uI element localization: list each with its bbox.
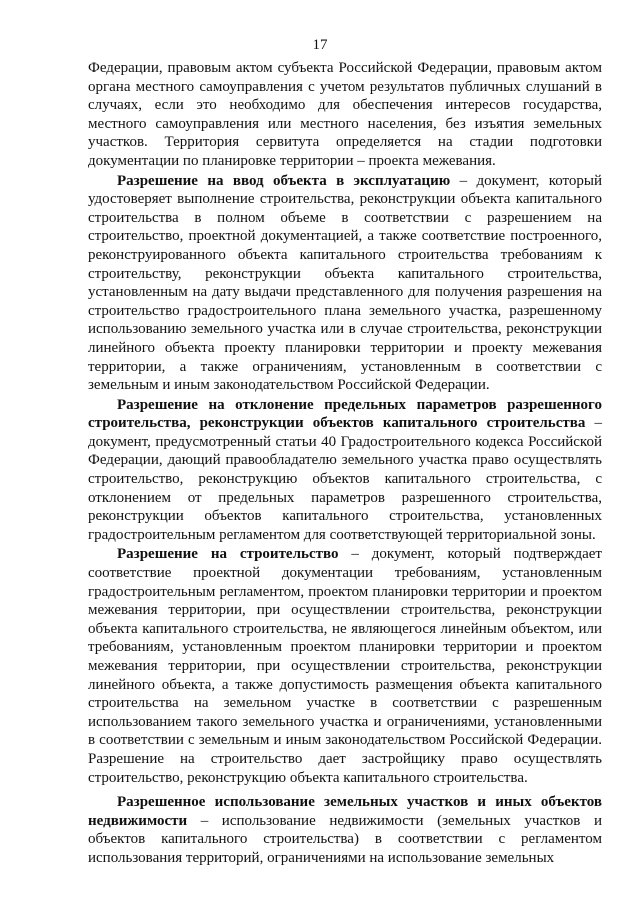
- paragraph-text: Федерации, правовым актом субъекта Российской Федерации, правовым актом органа местного самоуправления с учетом результатов публичных слушаний в случаях, если это необходимо для обеспечения интересов государства, местного самоуправления или местного населения, без изъятия земельных участков. Территория сервитута определяется на стадии подготовки документации по планировке территории – проекта межевания.: [88, 60, 602, 169]
- definition-term: Разрешенное использование земельных участков и иных объектов недвижимости: [88, 794, 602, 829]
- page-body: [88, 59, 602, 868]
- definition-term: Разрешение на ввод объекта в эксплуатацию: [117, 172, 451, 189]
- definition-commissioning-permit: [88, 172, 602, 395]
- definition-term: Разрешение на отклонение предельных параметров разрешенного строительства, реконструкции объектов капитального строительства: [88, 396, 602, 432]
- definition-term: Разрешение на строительство: [117, 546, 339, 563]
- definition-construction-permit: [88, 545, 602, 787]
- definition-text: – документ, предусмотренный статьи 40 Градостроительного кодекса Российской Федерации, дающий правообладателю земельного участка право осуществлять строительство, реконструкцию объектов капитального строительства, с отклонением от предельных параметров разрешенного строительства, реконструкции объектов капитального строительства, установленных градостроительным регламентом для соответствующей территориальной зоны.: [88, 415, 602, 543]
- definition-permitted-use: [88, 793, 602, 867]
- definition-deviation-permit: [88, 396, 602, 545]
- paragraph-servitude-continuation: [88, 59, 602, 171]
- definition-text: – использование недвижимости (земельных участков и объектов капитального строительства) в соответствии с регламентом использования территорий, ограничениями на использование земельных: [88, 812, 602, 866]
- definition-text: – документ, который удостоверяет выполнение строительства, реконструкции объекта капитального строительства в полном объеме в соответствии с разрешением на строительство, проектной документацией, а также соответствие построенного, реконструированного объекта капитального строительства требованиям к строительству, реконструкции объекта капитального строительства, установленным на дату выдачи представленного для получения разрешения на строительство градостроительного плана земельного участка, разрешенному использованию земельного участка или в случае строительства, реконструкции линейного объекта проекту планировки территории и проекту межевания территории, а также ограничениям, установленным в соответствии с земельным и иным законодательством Российской Федерации.: [88, 172, 603, 394]
- page-number: 17: [312, 37, 328, 53]
- definition-text: – документ, который подтверждает соответствие проектной документации требованиям, установленным градостроительным регламентом, проектом планировки территории и проектом межевания территории, при осуществлении строительства, реконструкции объекта капитального строительства, не являющегося линейным объектом, или требованиям, установленным проектом планировки территории и проектом межевания территории, при осуществлении строительства, реконструкции линейного объекта, а также допустимость размещения объекта капитального строительства на земельном участке в соответствии с разрешенным использованием такого земельного участка и ограничениями, установленными в соответствии с земельным и иным законодательством Российской Федерации. Разрешение на строительство дает застройщику право осуществлять строительство, реконструкцию объекта капитального строительства.: [88, 546, 602, 786]
